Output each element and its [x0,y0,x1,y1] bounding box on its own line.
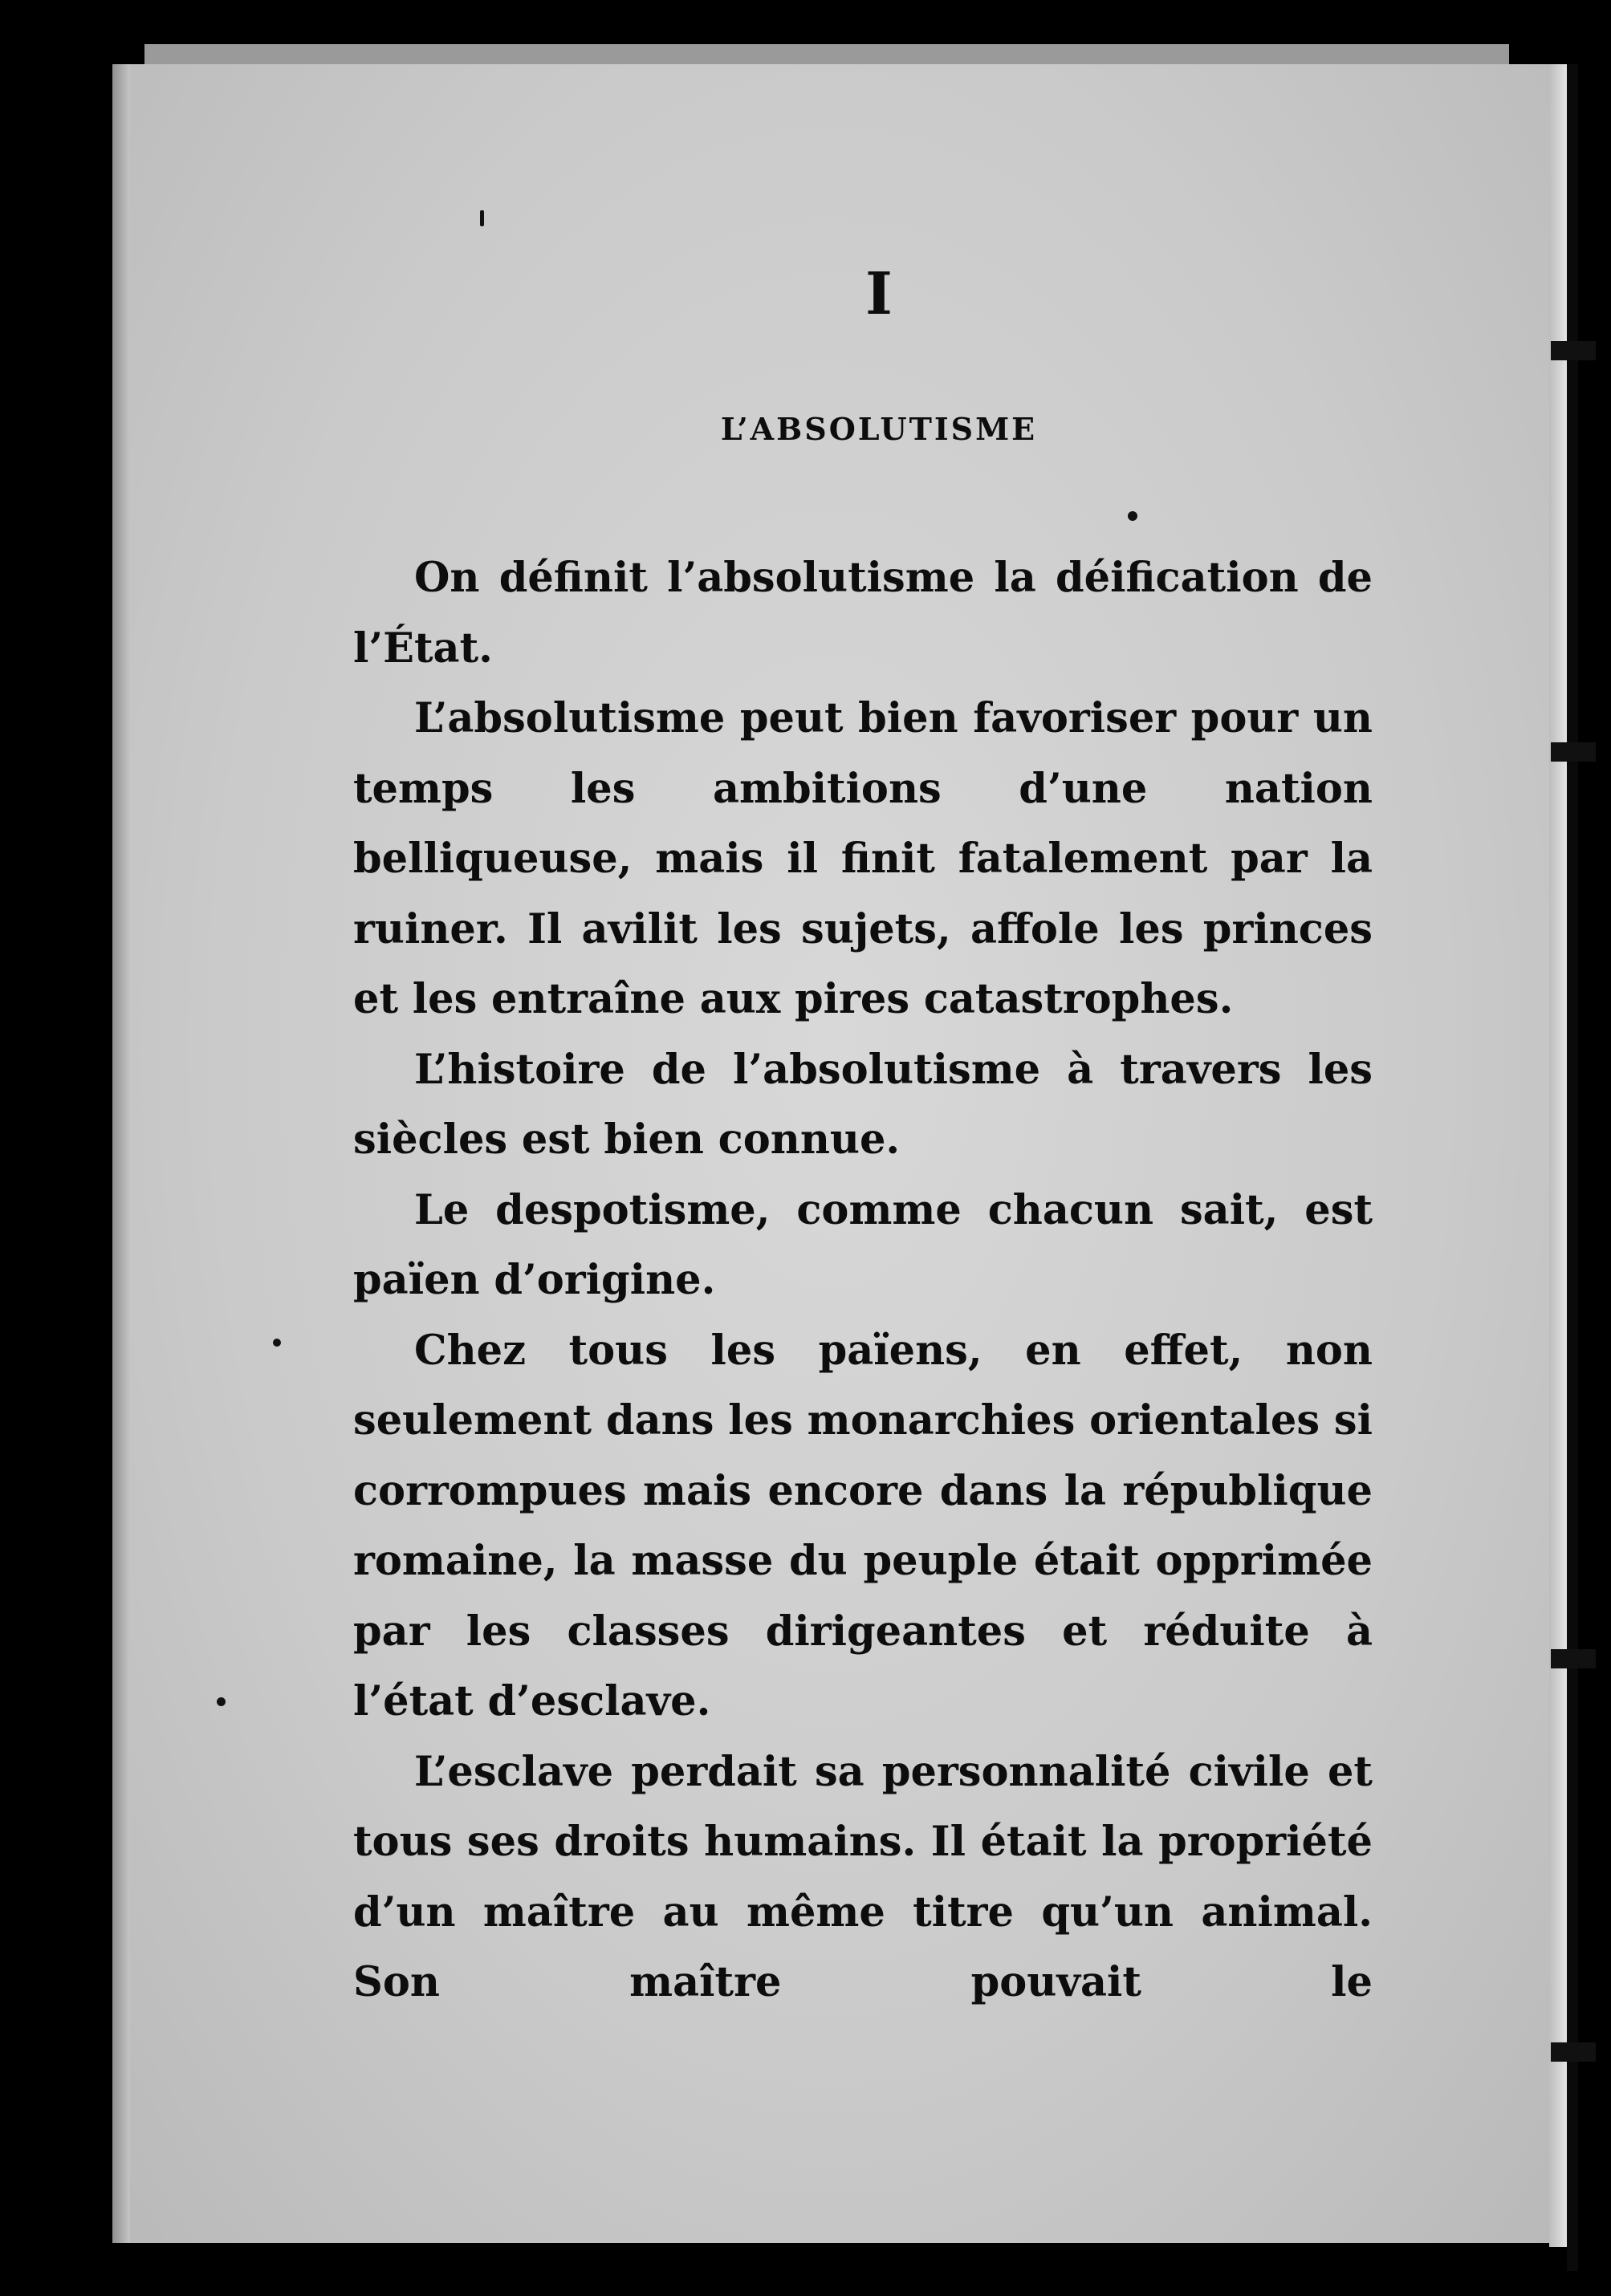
paragraph: Le despotisme, comme chacun sait, est païen d’origine. [353,1185,1373,1304]
paragraph: L’absolutisme peut bien favoriser pour un temps les ambitions d’une nation belliqueuse, mais il finit fatalement par la ruiner. Il avilit les sujets, affole les princes et les entraîne aux pires catastrophes. [353,694,1373,1023]
binding-spine [1567,64,1578,2271]
chapter-numeral: I [865,259,893,327]
chapter-title: L’ABSOLUTISME [720,411,1038,447]
binding-edge [1549,64,1567,2247]
paragraph: L’esclave perdait sa personnalité civile et tous ses droits humains. Il était la propriété d’un maître au même titre qu’un animal. Son maître pouvait le [353,1747,1373,2006]
paragraph: Chez tous les païens, en effet, non seulement dans les monarchies orientales si corrompues mais encore dans la république romaine, la masse du peuple était opprimée par les classes dirigeantes et réduite à l’état d’esclave. [353,1326,1373,1725]
ink-speck [273,1339,281,1347]
binding-stitch [1551,1649,1596,1668]
page-left-shadow [112,64,130,2243]
ink-speck [217,1697,226,1706]
binding-stitch [1551,341,1596,360]
paragraph: On définit l’absolutisme la déification de l’État. [353,554,1373,673]
binding-stitch [1551,742,1596,762]
paragraph: L’histoire de l’absolutisme à travers les siècles est bien connue. [353,1045,1373,1164]
page-text [353,259,1373,2018]
ink-speck [480,210,484,226]
binding-stitch [1551,2042,1596,2062]
